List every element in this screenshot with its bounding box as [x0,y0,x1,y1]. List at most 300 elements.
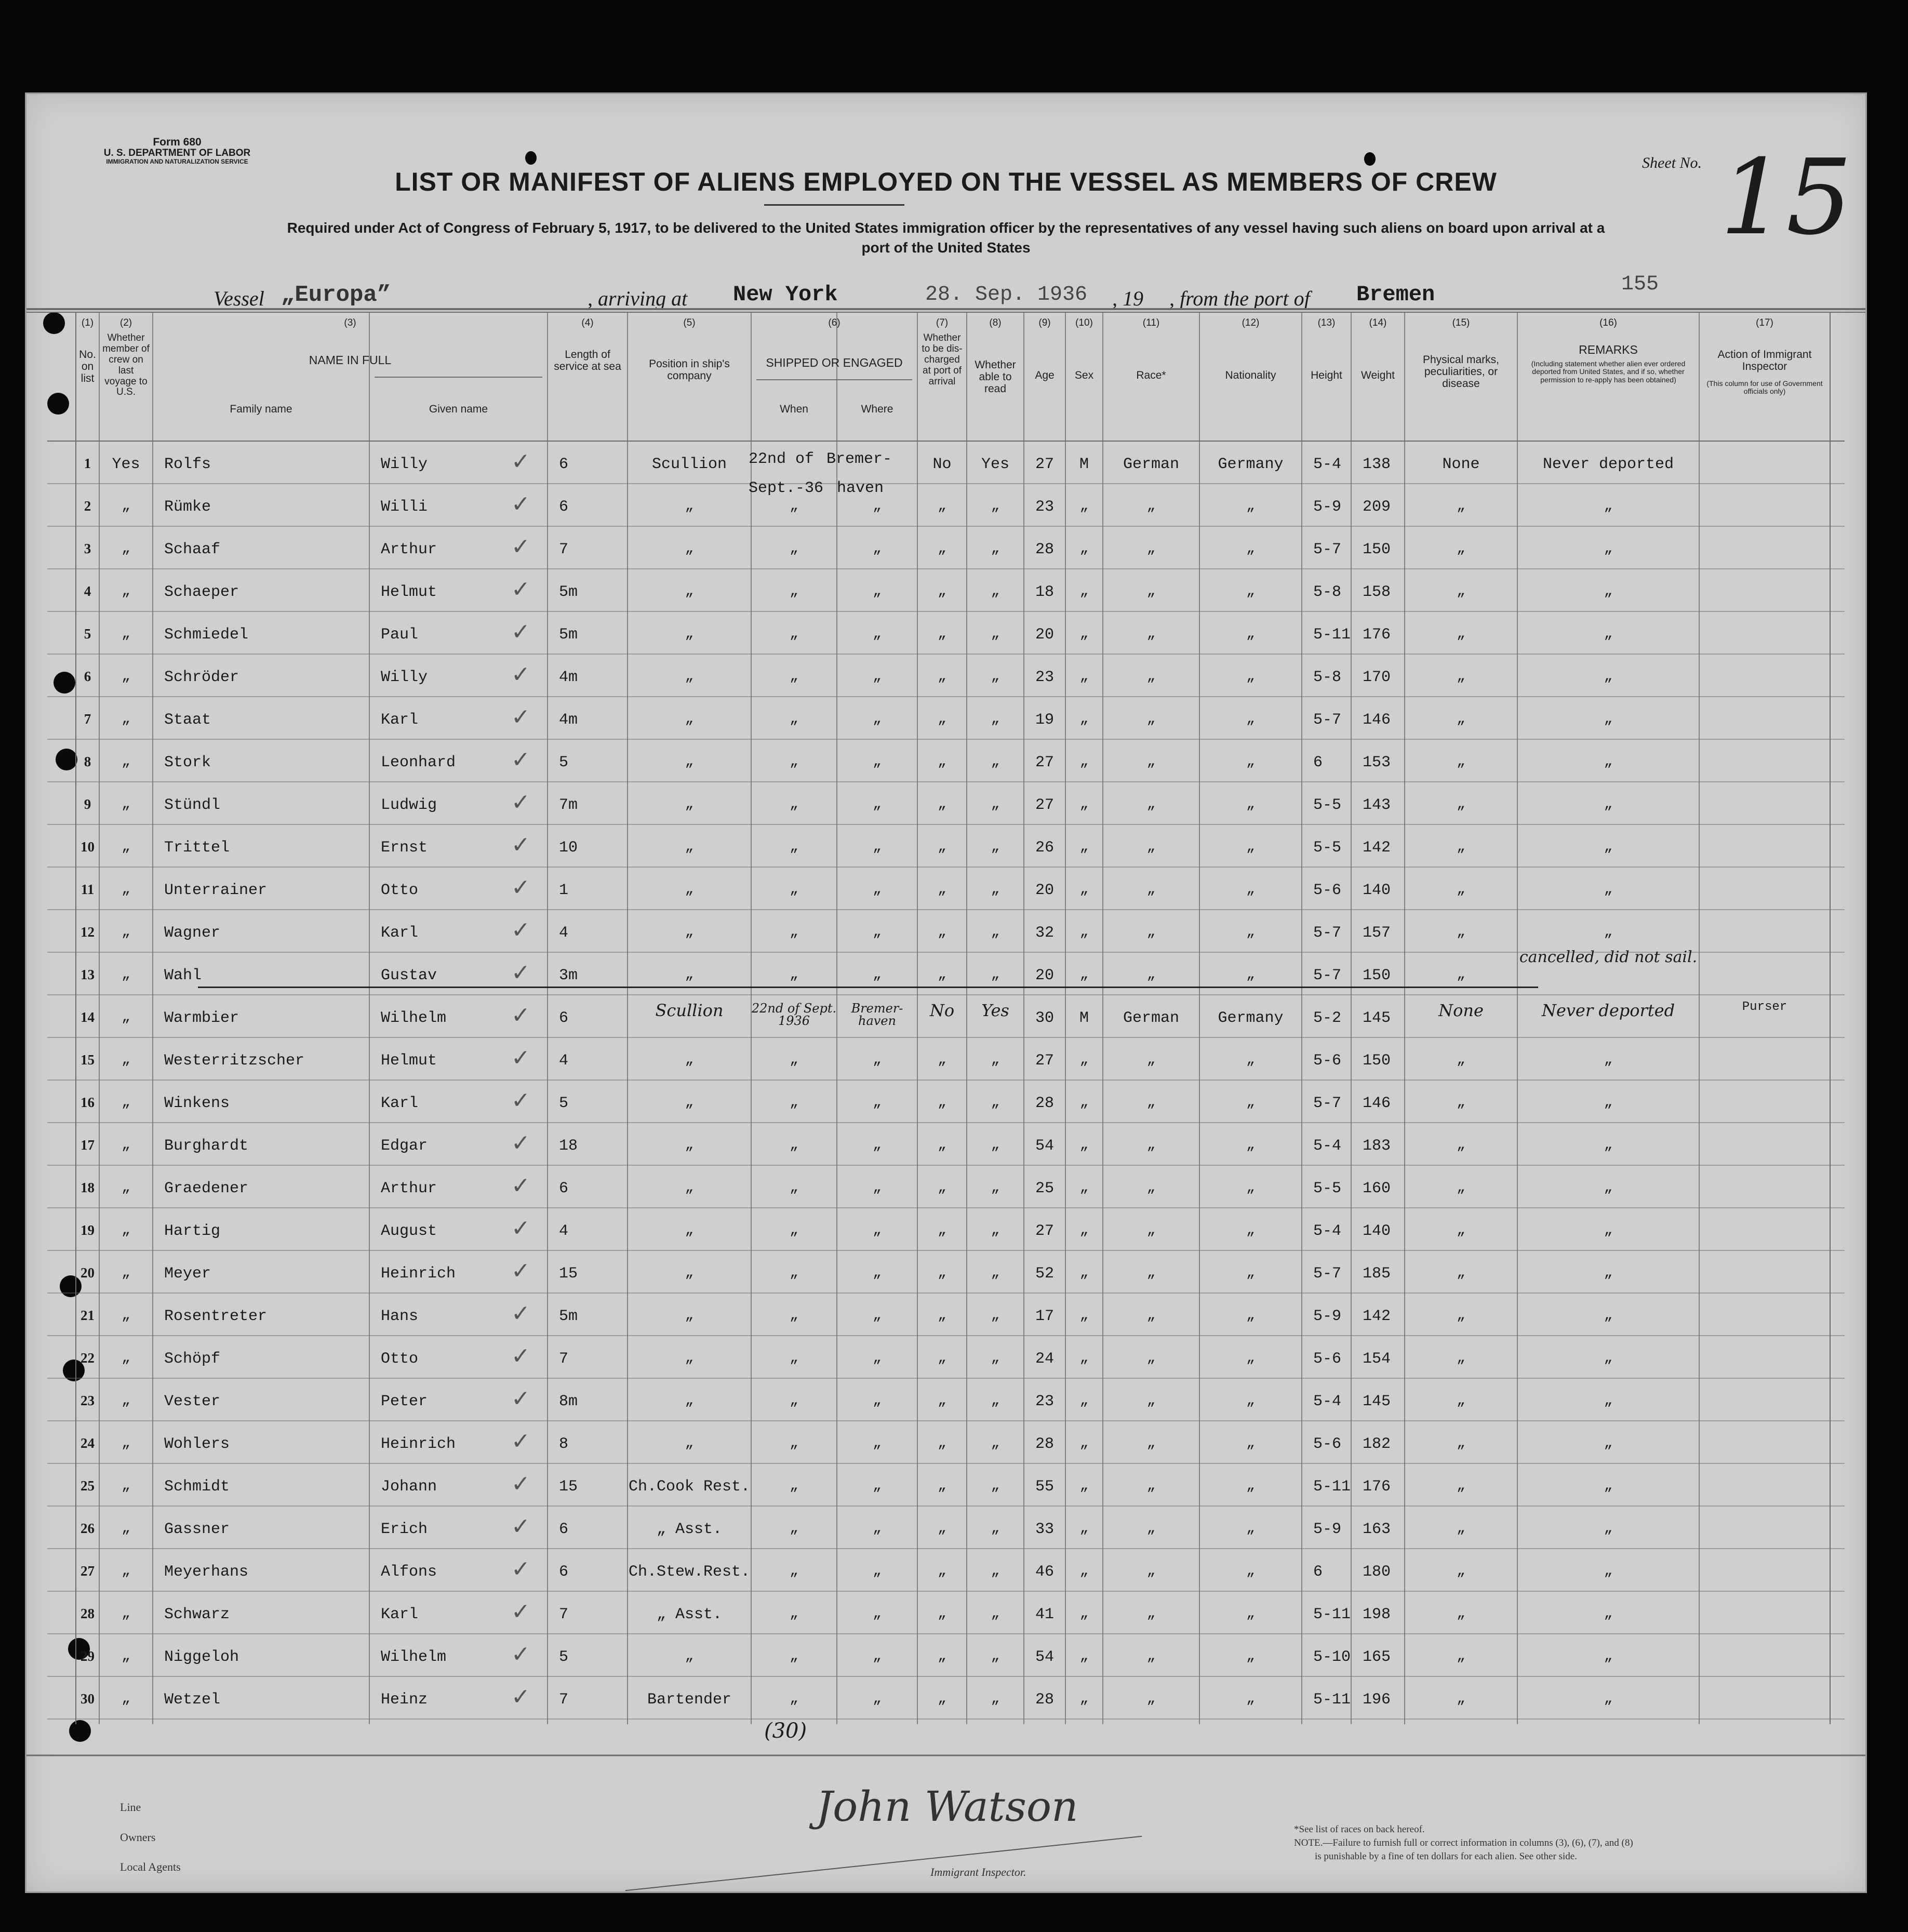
age-cell: 27 [1035,456,1054,473]
sex-cell: „ [1079,1435,1089,1451]
service-cell: 5m [559,583,578,601]
race-cell: „ [1146,498,1156,514]
nationality-cell: „ [1246,711,1255,727]
position-cell: „ [685,1265,694,1281]
height-cell: 5-9 [1313,498,1342,516]
nationality-cell: „ [1246,1648,1255,1664]
header-action-note: (This column for use of Government officials only) [1706,379,1823,396]
given-name-cell: Ludwig [381,796,437,814]
race-cell: „ [1146,1691,1156,1707]
member-cell: „ [122,1606,130,1622]
when-cell: „ [790,1095,798,1111]
read-cell: „ [991,1435,1000,1451]
remarks-cell: „ [1604,626,1613,642]
discharged-cell: „ [938,1308,946,1324]
row-number: 3 [84,541,91,556]
given-name-cell: Helmut [381,1052,437,1070]
when-cell: „ [790,1393,798,1409]
marks-cell: „ [1457,626,1465,642]
row13-strikethrough [198,987,1538,988]
height-cell: 5-4 [1313,1137,1342,1155]
sex-cell: „ [1079,1265,1089,1281]
marks-cell: „ [1457,1350,1465,1366]
read-cell: „ [991,796,1000,812]
when-cell: 22nd of Sept. 1936 [751,1001,837,1028]
given-name-cell: Karl [381,924,419,942]
discharged-cell: „ [938,1478,946,1494]
marks-cell: „ [1457,1222,1465,1238]
row-number: 15 [81,1052,95,1068]
read-cell: „ [991,924,1000,940]
age-cell: 41 [1035,1606,1054,1623]
family-name-cell: Stündl [164,796,221,814]
given-name-cell: Heinz [381,1691,428,1709]
position-cell: „ [685,669,694,685]
service-cell: 7 [559,541,569,558]
given-name-cell: Johann [381,1478,437,1496]
header-nationality: Nationality [1225,369,1276,381]
remarks-cell: „ [1604,1521,1613,1537]
height-cell: 5-7 [1313,711,1342,729]
position-cell: „ [685,924,694,940]
weight-cell: 153 [1363,754,1391,771]
read-cell: „ [991,1521,1000,1537]
arrival-port: New York [733,282,838,307]
check-mark-icon: ✓ [511,1641,530,1668]
race-cell: „ [1146,1180,1156,1196]
member-cell: „ [122,1648,130,1664]
weight-cell: 150 [1363,967,1391,984]
read-cell: „ [991,711,1000,727]
member-cell: „ [122,1308,130,1324]
read-cell: „ [991,839,1000,855]
race-cell: „ [1146,924,1156,940]
where-cell: „ [873,498,882,514]
sex-cell: „ [1079,924,1089,940]
weight-cell: 142 [1363,1308,1391,1325]
when-cell: „ [790,796,798,812]
given-name-cell: Arthur [381,1180,437,1197]
given-name-cell: Ernst [381,839,428,857]
weight-cell: 182 [1363,1435,1391,1453]
service-cell: 6 [559,1563,569,1581]
member-cell: „ [122,754,130,770]
discharged-cell: „ [938,1435,946,1451]
discharged-cell: No [929,1001,955,1020]
voyage-code: 155 [1621,273,1659,296]
row1-when-top: 22nd of [749,450,815,468]
age-cell: 27 [1035,754,1054,771]
age-cell: 17 [1035,1308,1054,1325]
row-number: 7 [84,711,91,727]
race-cell: German [1123,456,1180,473]
header-name: NAME IN FULL [309,353,392,367]
where-cell: „ [873,967,882,983]
service-cell: 5m [559,1308,578,1325]
position-cell: „ [685,1350,694,1366]
read-cell: „ [991,754,1000,770]
race-cell: „ [1146,1606,1156,1622]
read-cell: „ [991,1478,1000,1494]
height-cell: 5-11 [1313,1691,1351,1709]
nationality-cell: Germany [1218,1009,1284,1027]
member-cell: „ [122,882,130,898]
race-cell: „ [1146,711,1156,727]
races-note: *See list of races on back hereof. [1294,1824,1425,1835]
row-number: 27 [81,1563,95,1579]
column-number: (12) [1242,317,1260,328]
header-remarks: REMARKS [1579,343,1638,356]
row-number: 17 [81,1137,95,1153]
where-cell: „ [873,1691,882,1707]
row-number: 1 [84,456,91,471]
when-cell: „ [790,498,798,514]
row-number: 26 [81,1521,95,1536]
sex-cell: M [1079,1009,1089,1027]
sex-cell: „ [1079,1478,1089,1494]
weight-cell: 185 [1363,1265,1391,1283]
remarks-cell: Never deported [1542,456,1674,473]
sex-cell: „ [1079,541,1089,557]
sex-cell: „ [1079,1606,1089,1622]
column-number: (16) [1599,317,1617,328]
remarks-cell: „ [1604,754,1613,770]
discharged-cell: „ [938,1095,946,1111]
row1-when-bottom: Sept.-36 [749,479,824,497]
marks-cell: „ [1457,1478,1465,1494]
discharged-cell: „ [938,711,946,727]
height-cell: 5-10 [1313,1648,1351,1666]
position-cell: „ Asst. [656,1606,723,1623]
sex-cell: „ [1079,1648,1089,1664]
member-cell: „ [122,924,130,940]
where-cell: „ [873,1648,882,1664]
given-name-cell: Edgar [381,1137,428,1155]
row-number: 14 [81,1009,95,1025]
age-cell: 23 [1035,1393,1054,1410]
marks-cell: „ [1457,498,1465,514]
header-discharged: Whether to be dis-charged at port of arrival [922,332,963,387]
age-cell: 27 [1035,1222,1054,1240]
given-name-cell: Karl [381,711,419,729]
race-cell: „ [1146,1435,1156,1451]
service-cell: 4m [559,711,578,729]
remarks-cell: „ [1604,1606,1613,1622]
family-name-cell: Schwarz [164,1606,230,1623]
nationality-cell: „ [1246,1691,1255,1707]
sex-cell: „ [1079,1095,1089,1111]
family-name-cell: Schmidt [164,1478,230,1496]
marks-cell: „ [1457,1180,1465,1196]
nationality-cell: „ [1246,796,1255,812]
service-cell: 8 [559,1435,569,1453]
column-number: (15) [1452,317,1470,328]
race-cell: „ [1146,967,1156,983]
position-cell: „ [685,882,694,898]
remarks-cell: „ [1604,1308,1613,1324]
row-number: 4 [84,583,91,599]
race-cell: „ [1146,1222,1156,1238]
where-cell: „ [873,1478,882,1494]
read-cell: „ [991,967,1000,983]
arriving-label: , arriving at [588,287,688,310]
given-name-cell: Helmut [381,583,437,601]
vessel-label: Vessel [214,287,264,310]
row-number: 22 [81,1350,95,1366]
when-cell: „ [790,1350,798,1366]
family-name-cell: Meyer [164,1265,211,1283]
row-number: 30 [81,1691,95,1707]
column-number: (6) [828,317,840,328]
service-cell: 4m [559,669,578,686]
row-number: 8 [84,754,91,769]
service-cell: 5m [559,626,578,644]
column-number: (5) [683,317,696,328]
check-mark-icon: ✓ [511,747,530,773]
where-cell: „ [873,924,882,940]
service-cell: 7 [559,1691,569,1709]
where-cell: „ [873,796,882,812]
remarks-cell: „ [1604,1180,1613,1196]
member-cell: „ [122,669,130,685]
member-cell: „ [122,1691,130,1707]
marks-cell: „ [1457,1095,1465,1111]
when-cell: „ [790,1052,798,1068]
discharged-cell: „ [938,924,946,940]
read-cell: Yes [981,456,1009,473]
family-name-cell: Unterrainer [164,882,268,899]
race-cell: „ [1146,1265,1156,1281]
where-cell: „ [873,1435,882,1451]
column-number: (8) [989,317,1002,328]
discharged-cell: „ [938,1521,946,1537]
nationality-cell: „ [1246,1308,1255,1324]
position-cell: „ [685,626,694,642]
nationality-cell: „ [1246,839,1255,855]
nationality-cell: „ [1246,1222,1255,1238]
weight-cell: 176 [1363,1478,1391,1496]
service-cell: 6 [559,1180,569,1197]
discharged-cell: „ [938,967,946,983]
header-marks: Physical marks, peculiarities, or disease [1422,354,1500,390]
where-cell: „ [873,754,882,770]
sex-cell: „ [1079,1563,1089,1579]
age-cell: 27 [1035,1052,1054,1070]
height-cell: 5-7 [1313,1265,1342,1283]
check-mark-icon: ✓ [511,917,530,943]
where-cell: „ [873,1308,882,1324]
remarks-cell: „ [1604,541,1613,557]
remarks-cell: „ [1604,1222,1613,1238]
departure-port: Bremen [1356,282,1435,307]
weight-cell: 170 [1363,669,1391,686]
check-mark-icon: ✓ [511,1343,530,1369]
age-cell: 32 [1035,924,1054,942]
where-cell: Bremer- haven [851,1001,903,1028]
nationality-cell: „ [1246,1350,1255,1366]
age-cell: 18 [1035,583,1054,601]
weight-cell: 150 [1363,1052,1391,1070]
nationality-cell: Germany [1218,456,1284,473]
weight-cell: 145 [1363,1009,1391,1027]
age-cell: 19 [1035,711,1054,729]
member-cell: „ [122,967,130,983]
service-cell: 6 [559,1009,569,1027]
row-number: 13 [81,967,95,982]
check-mark-icon: ✓ [511,1172,530,1199]
where-cell: „ [873,1521,882,1537]
nationality-cell: „ [1246,1265,1255,1281]
when-cell: „ [790,1435,798,1451]
remarks-cell: „ [1604,796,1613,812]
family-name-cell: Schaeper [164,583,239,601]
age-cell: 25 [1035,1180,1054,1197]
height-cell: 6 [1313,754,1323,771]
weight-cell: 140 [1363,882,1391,899]
remarks-cell: Never deported [1541,1001,1675,1020]
column-number: (1) [81,317,94,328]
check-mark-icon: ✓ [511,1258,530,1284]
age-cell: 23 [1035,498,1054,516]
when-cell: „ [790,1691,798,1707]
column-number: (17) [1756,317,1773,328]
weight-cell: 157 [1363,924,1391,942]
age-cell: 27 [1035,796,1054,814]
check-mark-icon: ✓ [511,832,530,858]
manifest-sheet [25,92,1867,1893]
given-name-cell: Arthur [381,541,437,558]
member-cell: „ [122,1521,130,1537]
where-cell: „ [873,1137,882,1153]
discharged-cell: „ [938,1648,946,1664]
check-mark-icon: ✓ [511,1556,530,1582]
weight-cell: 196 [1363,1691,1391,1709]
service-cell: 5 [559,1648,569,1666]
discharged-cell: „ [938,1606,946,1622]
where-cell: „ [873,711,882,727]
member-cell: „ [122,626,130,642]
column-number: (4) [581,317,594,328]
when-cell: „ [790,711,798,727]
remarks-cell: „ [1604,1648,1613,1664]
height-cell: 5-5 [1313,839,1342,857]
member-cell: „ [122,1393,130,1409]
where-cell: „ [873,1265,882,1281]
when-cell: „ [790,583,798,599]
department: U. S. DEPARTMENT OF LABOR [103,148,251,159]
when-cell: „ [790,1563,798,1579]
row-number: 2 [84,498,91,514]
position-cell: Scullion [655,1001,724,1020]
footer-line-label: Line [120,1801,141,1814]
given-name-cell: Paul [381,626,419,644]
sex-cell: „ [1079,839,1089,855]
nationality-cell: „ [1246,1606,1255,1622]
read-cell: „ [991,1308,1000,1324]
discharged-cell: „ [938,839,946,855]
column-number: (14) [1369,317,1387,328]
marks-cell: „ [1457,796,1465,812]
nationality-cell: „ [1246,498,1255,514]
remarks-cell: „ [1604,1478,1613,1494]
position-cell: Ch.Stew.Rest. [628,1563,751,1581]
weight-cell: 145 [1363,1393,1391,1410]
read-cell: „ [991,1265,1000,1281]
column-number: (7) [936,317,949,328]
given-name-cell: Peter [381,1393,428,1410]
given-name-cell: Wilhelm [381,1648,447,1666]
discharged-cell: „ [938,1691,946,1707]
discharged-cell: No [932,456,952,473]
age-cell: 26 [1035,839,1054,857]
where-cell: „ [873,626,882,642]
given-name-cell: Erich [381,1521,428,1538]
remarks-cell: „ [1604,839,1613,855]
check-mark-icon: ✓ [511,1684,530,1710]
given-name-cell: Wilhelm [381,1009,447,1027]
service-cell: 8m [559,1393,578,1410]
service-cell: 5 [559,1095,569,1112]
header-member: Whether member of crew on last voyage to U.S. [102,332,150,398]
sex-cell: „ [1079,1222,1089,1238]
member-cell: „ [122,541,130,557]
discharged-cell: „ [938,626,946,642]
race-cell: „ [1146,796,1156,812]
when-cell: „ [790,626,798,642]
position-cell: „ [685,1180,694,1196]
family-name-cell: Stork [164,754,211,771]
discharged-cell: „ [938,1180,946,1196]
discharged-cell: „ [938,796,946,812]
weight-cell: 180 [1363,1563,1391,1581]
action-cell: Purser [1742,1000,1787,1014]
read-cell: „ [991,1052,1000,1068]
header-action: Action of Immigrant Inspector [1717,349,1812,373]
weight-cell: 154 [1363,1350,1391,1368]
arrival-date: 28. Sep. 1936 [925,283,1088,307]
nationality-cell: „ [1246,1521,1255,1537]
age-cell: 55 [1035,1478,1054,1496]
where-cell: „ [873,1393,882,1409]
marks-cell: „ [1457,1691,1465,1707]
family-name-cell: Wagner [164,924,221,942]
weight-cell: 146 [1363,711,1391,729]
remarks-cell: „ [1604,1563,1613,1579]
when-cell: „ [790,1137,798,1153]
nationality-cell: „ [1246,754,1255,770]
nationality-cell: „ [1246,882,1255,898]
read-cell: „ [991,1095,1000,1111]
sex-cell: „ [1079,1052,1089,1068]
header-no: No. on list [79,349,96,385]
given-name-cell: Willy [381,669,428,686]
marks-cell: None [1442,456,1480,473]
sex-cell: „ [1079,796,1089,812]
footer-owners-label: Owners [120,1831,156,1844]
weight-cell: 142 [1363,839,1391,857]
family-name-cell: Schmiedel [164,626,249,644]
age-cell: 20 [1035,882,1054,899]
discharged-cell: „ [938,1265,946,1281]
header-race: Race* [1136,369,1166,381]
marks-cell: „ [1457,1393,1465,1409]
race-cell: „ [1146,1095,1156,1111]
when-cell: „ [790,1222,798,1238]
check-mark-icon: ✓ [511,1002,530,1029]
where-cell: „ [873,1350,882,1366]
column-number: (3) [344,317,356,328]
family-name-cell: Gassner [164,1521,230,1538]
